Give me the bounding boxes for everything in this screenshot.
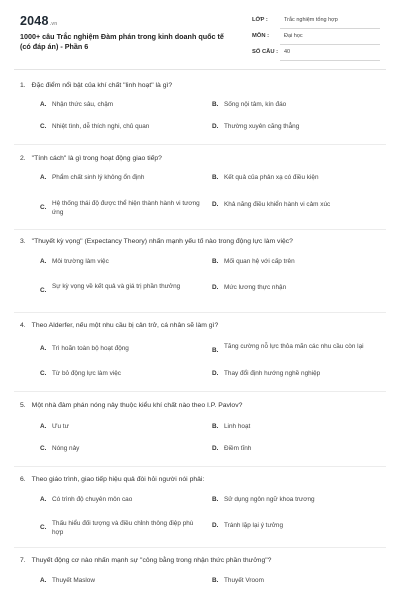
question-stem (20, 155, 162, 162)
meta-row-class (250, 14, 380, 30)
meta-underline (280, 60, 380, 61)
meta-value: Đại học (284, 33, 303, 39)
option-letter: D. (212, 283, 219, 291)
question-separator (14, 391, 386, 392)
option-text: Điềm tĩnh (224, 444, 252, 452)
meta-underline (280, 44, 380, 45)
option-text: Ưu tư (52, 422, 69, 430)
option-text: Phẩm chất sinh lý không ổn định (52, 173, 145, 181)
logo-main: 2048 (20, 14, 49, 28)
question-separator (14, 466, 386, 467)
question-text: "Thuyết kỳ vọng" (Expectancy Theory) nhấn mạnh yếu tố nào trong động lực làm việc? (31, 238, 293, 245)
option-letter: C. (40, 122, 47, 130)
option-text: Thường xuyên căng thẳng (224, 122, 300, 130)
meta-label: SỐ CÂU : (252, 49, 279, 55)
meta-underline (280, 28, 380, 29)
option-text: Nhiệt tình, dễ thích nghi, chủ quan (52, 122, 150, 130)
question-separator (14, 547, 386, 548)
question-stem (20, 238, 293, 245)
option-text: Trì hoãn toàn bộ hoạt động (52, 344, 129, 352)
meta-label: MÔN : (252, 33, 270, 39)
meta-value: Trắc nghiệm tổng hợp (284, 17, 338, 23)
question-number: 5. (20, 402, 26, 409)
option-b[interactable] (212, 342, 382, 360)
option-text: Môi trường làm việc (52, 257, 109, 265)
option-text: Khả năng điều khiển hành vi cảm xúc (224, 200, 331, 208)
question-text: Thuyết động cơ nào nhấn mạnh sự "công bằng trong nhận thức phần thưởng"? (31, 557, 272, 564)
question-number: 7. (20, 557, 26, 564)
option-text: Nóng nảy (52, 444, 80, 452)
option-letter: B. (212, 173, 219, 181)
option-text: Tránh lặp lại ý tưởng (224, 521, 284, 529)
question-number: 6. (20, 476, 26, 483)
option-c[interactable] (40, 519, 200, 537)
question-separator (14, 312, 386, 313)
option-letter: A. (40, 173, 47, 181)
option-letter: D. (212, 369, 219, 377)
option-letter: A. (40, 257, 47, 265)
option-text: Tăng cường nỗ lực thỏa mãn các nhu cầu còn lại (224, 343, 364, 350)
question-number: 1. (20, 82, 26, 89)
option-text: Từ bỏ động lực làm việc (52, 369, 121, 377)
question-text: Đặc điểm nổi bật của khí chất "linh hoạt" là gì? (31, 82, 173, 89)
option-text: Linh hoạt (224, 422, 251, 430)
option-letter: C. (40, 204, 47, 211)
option-text: Kết quả của phản xạ có điều kiện (224, 173, 319, 181)
option-text: Mối quan hệ với cấp trên (224, 257, 295, 265)
option-text: Thuyết Vroom (224, 576, 264, 584)
option-letter: B. (212, 257, 219, 265)
option-letter: D. (212, 200, 219, 208)
question-stem (20, 402, 242, 409)
option-letter: C. (40, 444, 47, 452)
question-text: "Tính cách" là gì trong hoạt động giao tiếp? (31, 155, 162, 162)
option-letter: D. (212, 521, 219, 529)
question-number: 2. (20, 155, 26, 162)
question-stem (20, 476, 204, 483)
question-text: Một nhà đàm phán nóng nảy thuộc kiểu khí chất nào theo I.P. Pavlov? (31, 402, 243, 409)
header-divider (14, 69, 386, 70)
option-letter: A. (40, 576, 47, 584)
option-letter: D. (212, 444, 219, 452)
question-separator (14, 229, 386, 230)
question-number: 3. (20, 238, 26, 245)
option-text: Thấu hiểu đối tượng và điều chỉnh thông điệp phù hợp (52, 520, 194, 536)
meta-value: 40 (284, 49, 291, 55)
question-stem (20, 322, 218, 329)
option-c[interactable] (40, 199, 200, 217)
option-text: Mức lương thực nhận (224, 283, 287, 291)
question-separator (14, 144, 386, 145)
question-text: Theo Alderfer, nếu một nhu cầu bị cản trở, cá nhân sẽ làm gì? (31, 322, 219, 329)
option-text: Có trình độ chuyên môn cao (52, 495, 133, 503)
question-stem (20, 557, 271, 564)
meta-row-count (250, 46, 380, 62)
option-letter: C. (40, 287, 47, 294)
meta-label: LỚP : (252, 17, 268, 23)
option-text: Thay đổi định hướng nghề nghiệp (224, 369, 321, 377)
option-c[interactable] (40, 282, 200, 300)
option-letter: B. (212, 576, 219, 584)
option-text: Sử dụng ngôn ngữ khoa trương (224, 495, 315, 503)
option-letter: B. (212, 347, 219, 354)
option-letter: A. (40, 344, 47, 352)
option-text: Hệ thống thái độ được thể hiện thành hành vi tương ứng (52, 200, 200, 216)
site-logo[interactable] (20, 14, 57, 28)
option-letter: B. (212, 422, 219, 430)
page-header (0, 0, 400, 66)
logo-suffix: .vn (49, 21, 58, 27)
option-text: Thuyết Maslow (52, 576, 95, 584)
option-letter: B. (212, 100, 219, 108)
option-letter: A. (40, 495, 47, 503)
option-letter: D. (212, 122, 219, 130)
option-text: Sống nội tâm, kín đáo (224, 100, 287, 108)
question-stem (20, 82, 172, 89)
option-text: Sự kỳ vọng về kết quả và giá trị phần thưởng (52, 283, 181, 290)
question-text: Theo giáo trình, giao tiếp hiệu quả đòi hỏi người nói phải: (31, 476, 205, 483)
option-letter: C. (40, 369, 47, 377)
meta-table (250, 14, 380, 62)
option-text: Nhận thức sâu, chậm (52, 100, 114, 108)
option-letter: B. (212, 495, 219, 503)
meta-row-subject (250, 30, 380, 46)
option-letter: A. (40, 422, 47, 430)
question-number: 4. (20, 322, 26, 329)
option-letter: A. (40, 100, 47, 108)
document-title: 1000+ câu Trắc nghiệm Đàm phán trong kinh doanh quốc tế (có đáp án) - Phần 6 (20, 32, 224, 51)
option-letter: C. (40, 524, 47, 531)
